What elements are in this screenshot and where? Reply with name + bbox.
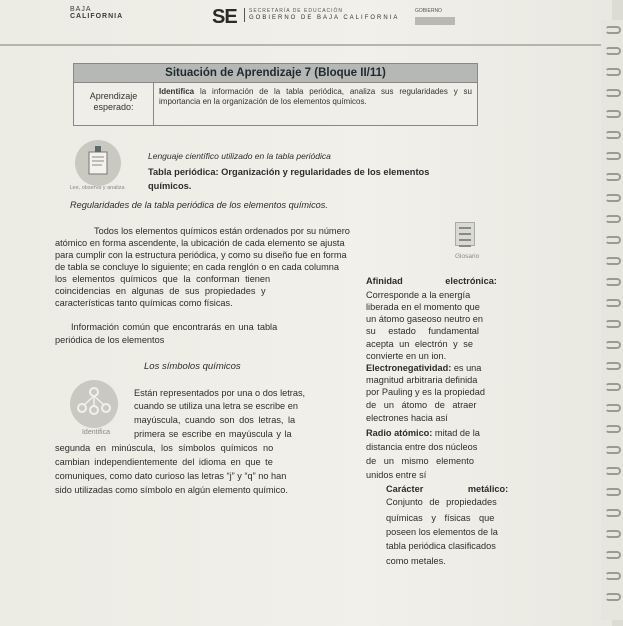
p1-line: coincidencias en algunas de sus propiedades y (55, 286, 266, 296)
afinidad-line: liberada en el momento que (366, 302, 480, 312)
spiral-binding (601, 20, 623, 620)
radio-line: mitad de la (432, 428, 480, 438)
page-header (0, 0, 612, 38)
aprendizaje-rest: la información de la tabla periódica, analiza sus regularidades y su importancia en la organización de los elementos químicos. (159, 87, 472, 106)
aprendizaje-bold: Identifica (159, 87, 195, 96)
baja-california-logo (70, 6, 123, 20)
afinidad-title: Afinidad electrónica: (366, 276, 497, 286)
p1-line: atómico en forma ascendente, la ubicación de cada elemento se ajusta (55, 238, 345, 248)
radio-line: distancia entre dos núcleos (366, 442, 478, 452)
caracter-line: como metales. (386, 556, 446, 566)
electro-line: es una (451, 363, 482, 373)
caracter-line: Conjunto de propiedades (386, 497, 497, 507)
electro-line: magnitud arbitraria definida (366, 375, 478, 385)
p1-line: de tabla se concluye lo siguiente; en cada renglón o en cada columna (55, 262, 339, 272)
logo-right-text: GOBIERNO (415, 8, 442, 14)
afinidad-line: Corresponde a la energía (366, 290, 471, 300)
right-logo (415, 8, 455, 25)
caracter-title: Carácter metálico: (386, 484, 509, 494)
identifica-icon (70, 380, 118, 428)
p3-line: segunda en minúscula, los símbolos químicos no (55, 443, 274, 453)
p3-line: primera se escribe en mayúscula y la (134, 429, 292, 439)
afinidad-line: su estado fundamental (366, 326, 479, 336)
spiral-ring (605, 215, 621, 223)
electro-line: por Pauling y es la propiedad (366, 387, 486, 397)
header-divider (0, 44, 612, 46)
spiral-ring (605, 425, 621, 433)
spiral-ring (605, 320, 621, 328)
p1-line: Todos los elementos químicos están ordenados por su número (94, 226, 350, 236)
se-logo: SE (212, 6, 237, 28)
glossary-icon (455, 222, 475, 246)
label-line1: Aprendizaje (89, 91, 138, 101)
simbolos-heading: Los símbolos químicos (144, 361, 241, 372)
glossary-label: Glosario (455, 253, 480, 260)
spiral-ring (605, 194, 621, 202)
p2-line: periódica de los elementos (55, 335, 165, 345)
p3-line: comuniques, como dato curioso las letras “j” y “q” no han (55, 471, 287, 481)
p1-line: para cumplir con la estructura periódica, y como su diseño fue en forma (55, 250, 347, 260)
logo-gov-line2: GOBIERNO DE BAJA CALIFORNIA (249, 15, 400, 21)
afinidad-line: acepta un electrón y se (366, 339, 473, 349)
p3-line: sido utilizadas como símbolo en algún elemento químico. (55, 485, 288, 495)
lenguaje-heading: Lenguaje científico utilizado en la tabla periódica (148, 151, 331, 161)
radio-line: de un mismo elemento (366, 456, 474, 466)
spiral-ring (605, 551, 621, 559)
spiral-ring (605, 236, 621, 244)
p3-line: cambian independientemente del idioma en que te (55, 457, 273, 467)
situation-title: Situación de Aprendizaje 7 (Bloque II/11) (74, 64, 477, 82)
electro-line: electrones hacia así (366, 413, 448, 423)
spiral-ring (605, 278, 621, 286)
icon2-caption: Identifica (81, 429, 111, 436)
logo-bc-line2: CALIFORNIA (70, 13, 124, 20)
caracter-line: químicas y físicas que (386, 513, 495, 523)
spiral-ring (605, 152, 621, 160)
spiral-ring (605, 446, 621, 454)
p1-line: los elementos químicos que la conforman tienen (55, 274, 271, 284)
logo-right-bar (415, 17, 455, 25)
spiral-ring (605, 173, 621, 181)
radio-entry (366, 428, 480, 440)
spiral-ring (605, 404, 621, 412)
caracter-line: poseen los elementos de la (386, 527, 498, 537)
spiral-ring (605, 257, 621, 265)
book-icon (75, 140, 121, 186)
afinidad-line: convierte en un ion. (366, 351, 447, 361)
logo-gov-line1: SECRETARÍA DE EDUCACIÓN (249, 8, 344, 14)
spiral-ring (605, 341, 621, 349)
spiral-ring (605, 530, 621, 538)
read-observe-icon (75, 140, 121, 186)
spiral-ring (605, 362, 621, 370)
aprendizaje-label (74, 82, 154, 125)
p3-line: mayúscula, cuando son dos letras, la (134, 415, 296, 425)
spiral-ring (605, 467, 621, 475)
p1-line: características tanto químicas como físicas. (55, 298, 233, 308)
spiral-ring (605, 68, 621, 76)
spiral-ring (605, 383, 621, 391)
electro-title: Electronegatividad: (366, 363, 452, 373)
situation-row (74, 82, 477, 125)
tabla-heading-line2: químicos. (148, 181, 192, 191)
spiral-ring (605, 593, 621, 601)
radio-line: unidos entre sí (366, 470, 427, 480)
afinidad-line: un átomo gaseoso neutro en (366, 314, 483, 324)
electro-entry (366, 363, 481, 375)
p3-line: cuando se utiliza una letra se escribe en (134, 401, 298, 411)
spiral-ring (605, 110, 621, 118)
caracter-line: tabla periódica clasificados (386, 541, 496, 551)
situation-box (73, 63, 478, 126)
aprendizaje-text (154, 82, 477, 125)
label-line2: esperado: (93, 102, 134, 112)
gobierno-logo (244, 8, 399, 22)
spiral-ring (605, 509, 621, 517)
p3-line: Están representados por una o dos letras, (134, 388, 306, 398)
electro-line: de un átomo de atraer (366, 400, 477, 410)
spiral-ring (605, 488, 621, 496)
regularidades-heading: Regularidades de la tabla periódica de los elementos químicos. (70, 200, 328, 210)
spiral-ring (605, 131, 621, 139)
tabla-heading-line1: Tabla periódica: Organización y regularidades de los elementos (148, 167, 430, 177)
spiral-ring (605, 299, 621, 307)
network-icon (70, 380, 118, 428)
spiral-ring (605, 89, 621, 97)
spiral-ring (605, 572, 621, 580)
radio-title: Radio atómico: (366, 428, 433, 438)
logo-bc-line1: BAJA (70, 6, 92, 13)
icon1-caption: Lee, observa y analiza (69, 185, 125, 191)
spiral-ring (605, 26, 621, 34)
p2-line: Información común que encontrarás en una tabla (71, 322, 278, 332)
spiral-ring (605, 47, 621, 55)
